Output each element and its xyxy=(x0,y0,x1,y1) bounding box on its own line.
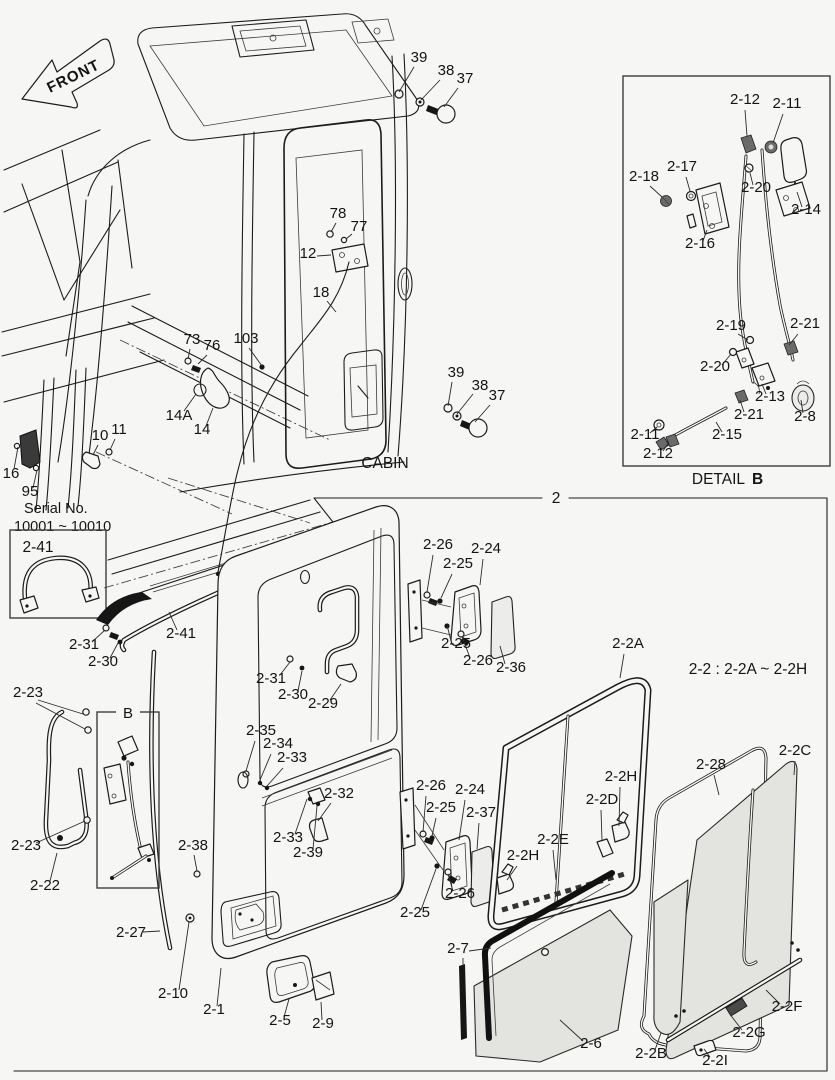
callout-2-23: 2-23 xyxy=(12,684,44,701)
inset-box-label: 2-41 xyxy=(22,539,54,556)
callout-16: 16 xyxy=(2,465,20,482)
callout-2-25: 2-25 xyxy=(440,635,472,652)
callout-2-20: 2-20 xyxy=(699,358,731,375)
callout-2-11: 2-11 xyxy=(772,95,802,112)
callout-2-37: 2-37 xyxy=(465,804,497,821)
callout-2-30: 2-30 xyxy=(277,686,309,703)
callout-2-2D: 2-2D xyxy=(585,791,619,808)
callout-2-11: 2-11 xyxy=(630,426,660,443)
callout-76: 76 xyxy=(203,337,221,354)
callout-2-35: 2-35 xyxy=(245,722,277,739)
callout-2-17: 2-17 xyxy=(666,158,698,175)
callout-2-2G: 2-2G xyxy=(732,1024,766,1041)
callout-18: 18 xyxy=(312,284,330,301)
callout-103: 103 xyxy=(233,330,259,347)
callout-2-22: 2-22 xyxy=(29,877,61,894)
callout-2-14: 2-14 xyxy=(790,201,822,218)
callout-2-24: 2-24 xyxy=(454,781,486,798)
callout-2-8: 2-8 xyxy=(794,408,816,425)
detail-b-word: DETAIL xyxy=(691,471,745,488)
callout-73: 73 xyxy=(183,331,201,348)
callout-2-41: 2-41 xyxy=(165,625,197,642)
cabin-label: CABIN xyxy=(361,455,409,472)
callout-2-36: 2-36 xyxy=(495,659,527,676)
callout-2-21: 2-21 xyxy=(733,406,765,423)
front-arrow-label: FRONT xyxy=(44,56,103,97)
serial-line1: Serial No. xyxy=(24,501,88,517)
callout-2-33: 2-33 xyxy=(276,749,308,766)
callout-2-2A: 2-2A xyxy=(612,635,644,652)
callout-78: 78 xyxy=(329,205,347,222)
callout-2-2H: 2-2H xyxy=(506,847,540,864)
callout-2-38: 2-38 xyxy=(177,837,209,854)
callout-2-28: 2-28 xyxy=(695,756,727,773)
callout-2-2C: 2-2C xyxy=(778,742,812,759)
callout-2-26: 2-26 xyxy=(444,885,476,902)
callout-10: 10 xyxy=(91,427,109,444)
callout-14: 14 xyxy=(193,421,211,438)
serial-line2: 10001 ~ 10010 xyxy=(14,519,112,535)
callout-2-7: 2-7 xyxy=(447,940,469,957)
callout-38: 38 xyxy=(437,62,455,79)
callout-2-31: 2-31 xyxy=(68,636,100,653)
callout-2-2F: 2-2F xyxy=(771,998,803,1015)
callout-2-12: 2-12 xyxy=(729,91,761,108)
callout-2-39: 2-39 xyxy=(292,844,324,861)
callout-2-2I: 2-2I xyxy=(702,1052,728,1069)
callout-77: 77 xyxy=(350,218,368,235)
callout-2-23: 2-23 xyxy=(10,837,42,854)
callout-11: 11 xyxy=(111,421,127,438)
callout-2-26: 2-26 xyxy=(462,652,494,669)
detail-b-letter: B xyxy=(752,471,764,488)
callout-2-6: 2-6 xyxy=(580,1035,602,1052)
callout-2-26: 2-26 xyxy=(415,777,447,794)
callout-2-29: 2-29 xyxy=(307,695,339,712)
callout-2-19: 2-19 xyxy=(715,317,747,334)
callout-2-24: 2-24 xyxy=(470,540,502,557)
callout-2-20: 2-20 xyxy=(740,179,772,196)
callout-2-1: 2-1 xyxy=(203,1001,225,1018)
callout-38: 38 xyxy=(471,377,489,394)
callout-2-10: 2-10 xyxy=(157,985,189,1002)
callout-2-32: 2-32 xyxy=(323,785,355,802)
callout-12: 12 xyxy=(299,245,317,262)
callout-95: 95 xyxy=(21,483,39,500)
door-group-number: 2 xyxy=(551,490,561,507)
callout-14A: 14A xyxy=(165,407,193,424)
glass-range-note: 2-2 : 2-2A ~ 2-2H xyxy=(688,661,808,678)
callout-2-25: 2-25 xyxy=(442,555,474,572)
callout-2-25: 2-25 xyxy=(399,904,431,921)
callout-37: 37 xyxy=(456,70,474,87)
callout-2-34: 2-34 xyxy=(262,735,294,752)
callout-2-15: 2-15 xyxy=(711,426,743,443)
callout-2-2H: 2-2H xyxy=(604,768,638,785)
callout-39: 39 xyxy=(410,49,428,66)
callout-2-9: 2-9 xyxy=(312,1015,334,1032)
callout-2-31: 2-31 xyxy=(255,670,287,687)
callout-2-27: 2-27 xyxy=(115,924,147,941)
callout-2-5: 2-5 xyxy=(269,1012,291,1029)
callout-2-18: 2-18 xyxy=(628,168,660,185)
callout-2-30: 2-30 xyxy=(87,653,119,670)
callout-2-2E: 2-2E xyxy=(537,831,569,848)
callout-2-33: 2-33 xyxy=(272,829,304,846)
callout-39: 39 xyxy=(447,364,465,381)
callout-2-16: 2-16 xyxy=(684,235,716,252)
callout-2-21: 2-21 xyxy=(789,315,821,332)
callout-2-12: 2-12 xyxy=(642,445,674,462)
callout-2-26: 2-26 xyxy=(422,536,454,553)
callout-2-13: 2-13 xyxy=(754,388,786,405)
callout-2-25: 2-25 xyxy=(425,799,457,816)
b-box-label: B xyxy=(122,705,134,722)
callout-37: 37 xyxy=(488,387,506,404)
callout-2-2B: 2-2B xyxy=(635,1045,667,1062)
